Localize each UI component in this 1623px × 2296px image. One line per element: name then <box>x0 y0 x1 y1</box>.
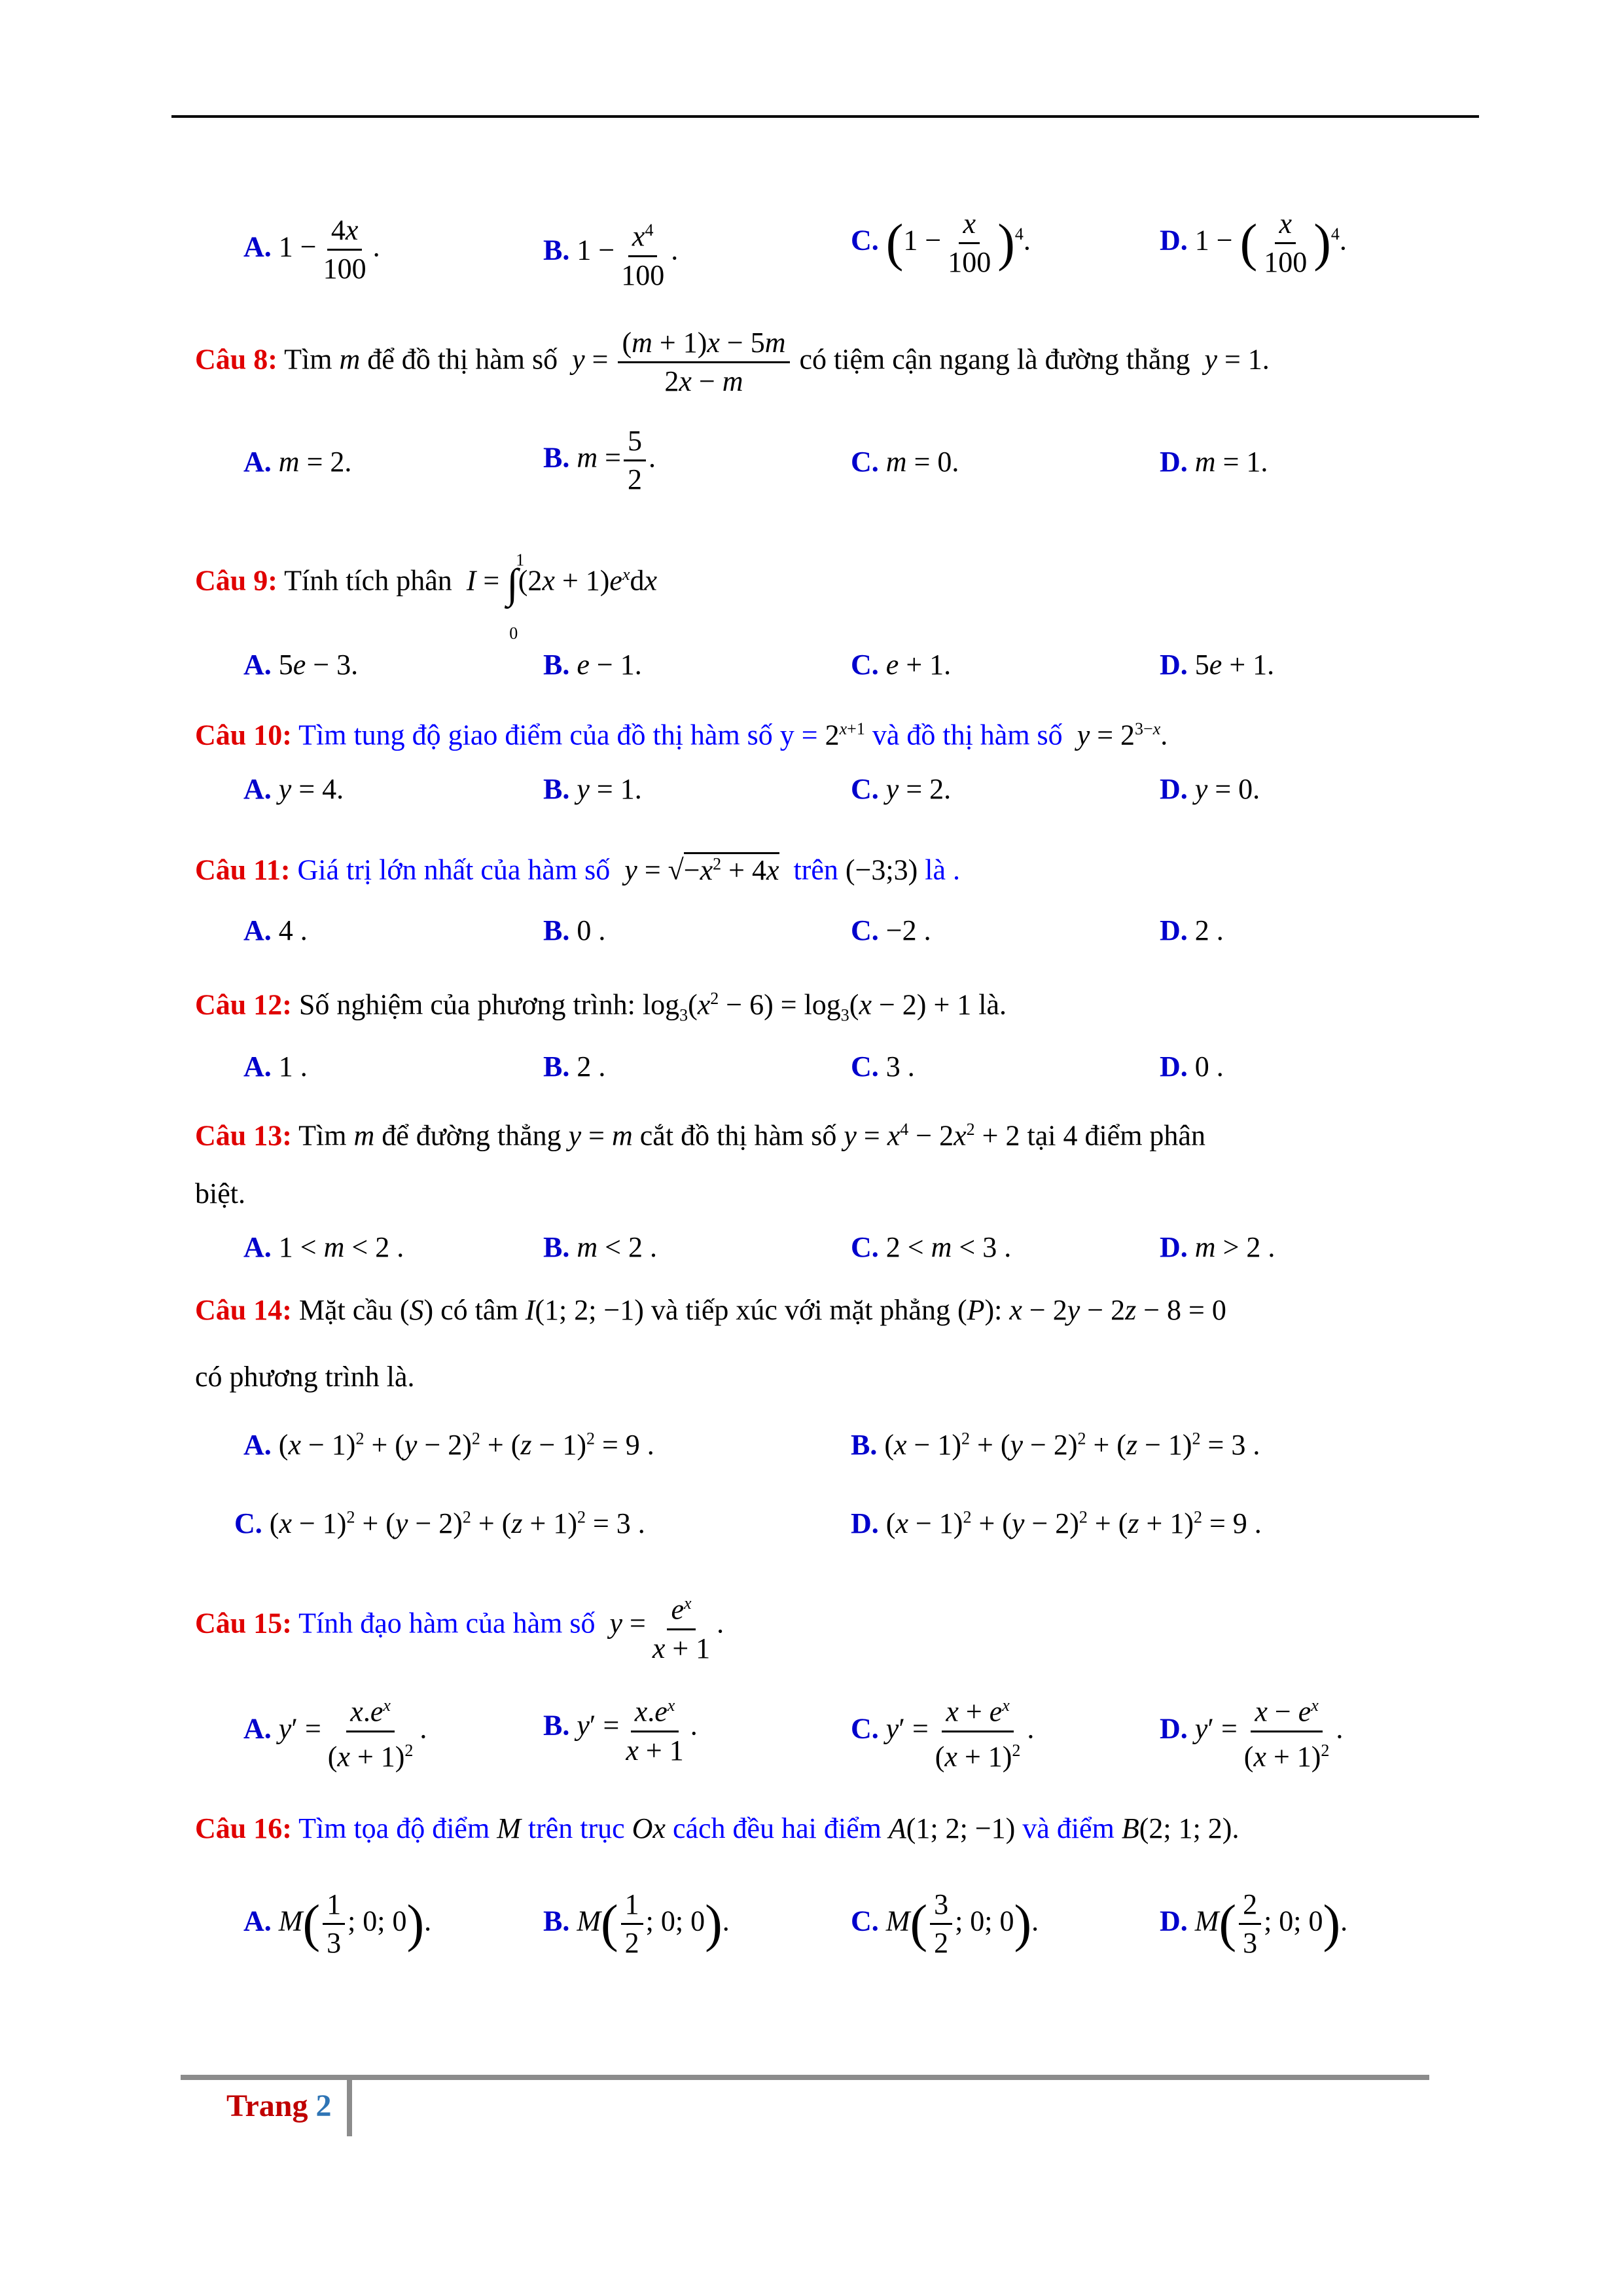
q10-option-d[interactable]: D. y = 0. <box>1160 773 1260 805</box>
question-number: Câu 11: <box>195 853 291 886</box>
q15-option-d[interactable]: D. y′ = $\frac{x - e^x}{(x + 1)^2}$ . <box>1160 1690 1343 1772</box>
page-number: 2 <box>315 2089 332 2123</box>
q12-option-d[interactable]: D. 0 . <box>1160 1050 1224 1083</box>
q12-option-b[interactable]: B. 2 . <box>543 1050 606 1083</box>
q13-option-c[interactable]: C. 2 < m < 3 . <box>851 1231 1012 1263</box>
q11-option-c[interactable]: C. −2 . <box>851 914 931 946</box>
q15-option-c[interactable]: C. y′ = $\frac{x + e^x}{(x + 1)^2}$ . <box>851 1690 1034 1772</box>
q9-option-c[interactable]: C. e + 1. <box>851 649 952 681</box>
q14-stem-cont: có phương trình là. <box>195 1361 415 1393</box>
q13-stem-cont: biệt. <box>195 1177 245 1210</box>
q10-stem: Câu 10: Tìm tung độ giao điểm của đồ thị hàm số $y = 2^{x+1}$ và đồ thị hàm số $y = 2^{3-x}$. <box>195 719 1168 751</box>
q15-option-a[interactable]: A. y′ = $\frac{x.e^x}{(x + 1)^2}$ . <box>243 1690 427 1772</box>
option-label: B. <box>543 234 570 266</box>
footer-divider <box>347 2080 352 2136</box>
q7-option-d[interactable]: D. 1 − ( $\frac{x}{100}$ )$^4$. <box>1160 207 1347 278</box>
question-number: Câu 9: <box>195 564 277 597</box>
q14-option-a[interactable]: A. $(x - 1)^2 + (y - 2)^2 + (z - 1)^2 = 9$ . <box>243 1429 654 1461</box>
q14-option-d[interactable]: D. $(x - 1)^2 + (y - 2)^2 + (z + 1)^2 = 9$ . <box>851 1507 1262 1539</box>
q16-option-b[interactable]: B. M( $\frac{1}{2}$ ; 0; 0). <box>543 1888 730 1959</box>
q16-option-a[interactable]: A. M( $\frac{1}{3}$ ; 0; 0). <box>243 1888 432 1959</box>
q9-stem: Câu 9: Tính tích phân I = ∫ 1 0 $(2x + 1)e^xdx$ <box>195 550 658 643</box>
q10-option-b[interactable]: B. y = 1. <box>543 773 642 805</box>
q14-option-c[interactable]: C. $(x - 1)^2 + (y - 2)^2 + (z + 1)^2 = 3$ . <box>234 1507 645 1539</box>
q8-option-b[interactable]: B. m = $\frac{5}{2}$ . <box>543 425 656 495</box>
q13-option-a[interactable]: A. 1 < m < 2 . <box>243 1231 404 1263</box>
question-number: Câu 10: <box>195 719 292 751</box>
question-number: Câu 14: <box>195 1294 292 1326</box>
q13-option-d[interactable]: D. m > 2 . <box>1160 1231 1275 1263</box>
question-number: Câu 15: <box>195 1607 292 1640</box>
question-number: Câu 16: <box>195 1812 292 1844</box>
q13-stem: Câu 13: Tìm m để đường thẳng y = m cắt đồ thị hàm số $y = x^4 - 2x^2 + 2$ tại 4 điểm phân <box>195 1119 1205 1152</box>
q16-option-d[interactable]: D. M( $\frac{2}{3}$ ; 0; 0). <box>1160 1888 1348 1959</box>
q7-option-b[interactable]: B. 1 − $\frac{x^4}{100}$ . <box>543 215 678 291</box>
q9-option-a[interactable]: A. 5e − 3. <box>243 649 359 681</box>
question-number: Câu 8: <box>195 343 277 376</box>
q11-stem: Câu 11: Giá trị lớn nhất của hàm số $y = √-x^2 + 4x$ trên (−3;3) là . <box>195 846 960 889</box>
q12-option-a[interactable]: A. 1 . <box>243 1050 308 1083</box>
q10-option-c[interactable]: C. y = 2. <box>851 773 952 805</box>
q9-option-d[interactable]: D. 5e + 1. <box>1160 649 1275 681</box>
option-label: C. <box>851 224 879 257</box>
q12-stem: Câu 12: Số nghiệm của phương trình: $\log_3(x^2 - 6) = \log_3(x - 2) + 1$ là. <box>195 988 1007 1025</box>
q11-option-a[interactable]: A. 4 . <box>243 914 308 946</box>
question-number: Câu 12: <box>195 988 292 1021</box>
option-label: A. <box>243 230 272 263</box>
q13-option-b[interactable]: B. m < 2 . <box>543 1231 657 1263</box>
q8-option-d[interactable]: D. m = 1. <box>1160 446 1268 478</box>
q9-option-b[interactable]: B. e − 1. <box>543 649 642 681</box>
q8-option-a[interactable]: A. m = 2. <box>243 446 352 478</box>
page-footer <box>226 2088 331 2124</box>
q8-option-c[interactable]: C. m = 0. <box>851 446 959 478</box>
footer-label: Trang <box>226 2089 308 2123</box>
option-label: D. <box>1160 224 1188 257</box>
header-rule <box>171 115 1479 118</box>
q16-option-c[interactable]: C. M( $\frac{3}{2}$ ; 0; 0). <box>851 1888 1039 1959</box>
q16-stem: Câu 16: Tìm tọa độ điểm M trên trục Ox cách đều hai điểm A(1; 2; −1) và điểm B(2; 1; 2). <box>195 1812 1240 1844</box>
q14-stem: Câu 14: Mặt cầu (S) có tâm I(1; 2; −1) và tiếp xúc với mặt phẳng (P): x − 2y − 2z − 8 = 0 <box>195 1294 1226 1326</box>
q10-option-a[interactable]: A. y = 4. <box>243 773 344 805</box>
question-number: Câu 13: <box>195 1119 292 1152</box>
q8-stem: Câu 8: Tìm m để đồ thị hàm số y = $\frac{(m + 1)x - 5m}{2x - m}$ có tiệm cận ngang là đường thẳng y = 1. <box>195 327 1270 397</box>
q15-stem: Câu 15: Tính đạo hàm của hàm số y = $\frac{e^x}{x + 1}$ . <box>195 1588 724 1664</box>
footer-rule <box>181 2075 1429 2080</box>
q12-option-c[interactable]: C. 3 . <box>851 1050 915 1083</box>
q7-option-c[interactable]: C. (1 − $\frac{x}{100}$ )$^4$. <box>851 207 1031 278</box>
q15-option-b[interactable]: B. y′ = $\frac{x.e^x}{x + 1}$ . <box>543 1690 698 1767</box>
q7-option-a[interactable]: A. 1 − $\frac{4x}{100}$ . <box>243 214 380 285</box>
q14-option-b[interactable]: B. $(x - 1)^2 + (y - 2)^2 + (z - 1)^2 = 3$ . <box>851 1429 1260 1461</box>
q11-option-b[interactable]: B. 0 . <box>543 914 606 946</box>
q11-option-d[interactable]: D. 2 . <box>1160 914 1224 946</box>
